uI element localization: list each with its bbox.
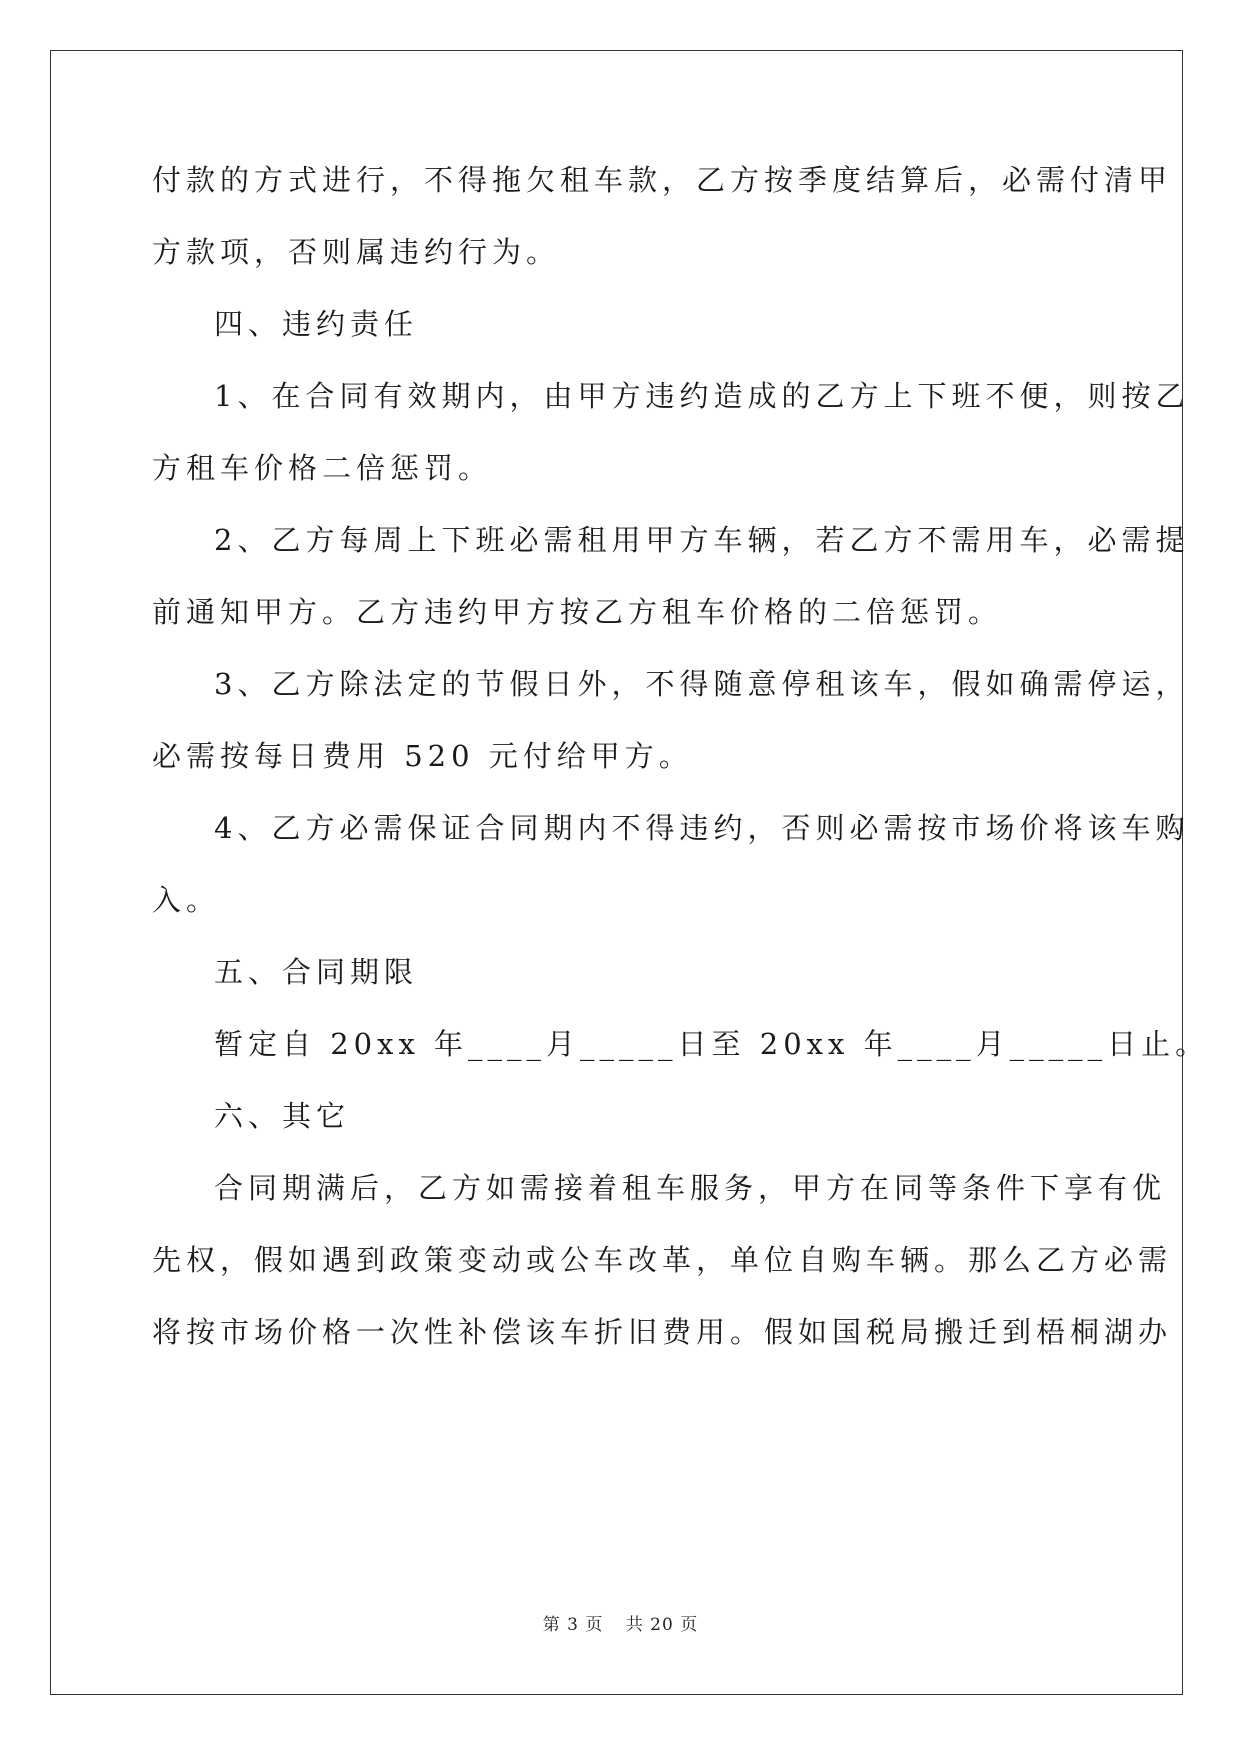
text-line: 暂定自 20xx 年____月_____日至 20xx 年____月_____日止。 bbox=[214, 1027, 1210, 1061]
text-line: 入。 bbox=[152, 883, 221, 917]
section-heading: 四、违约责任 bbox=[214, 307, 419, 341]
text-line: 2、乙方每周上下班必需租用甲方车辆，若乙方不需用车，必需提 bbox=[214, 523, 1190, 557]
text-line: 先权，假如遇到政策变动或公车改革，单位自购车辆。那么乙方必需 bbox=[152, 1243, 1173, 1277]
text-line: 3、乙方除法定的节假日外，不得随意停租该车，假如确需停运， bbox=[214, 667, 1190, 701]
text-line: 1、在合同有效期内，由甲方违约造成的乙方上下班不便，则按乙 bbox=[214, 379, 1190, 413]
page-footer bbox=[0, 1610, 1241, 1635]
section-heading: 五、合同期限 bbox=[214, 955, 419, 989]
page-number-total: 共 20 页 bbox=[625, 1615, 699, 1635]
text-line: 付款的方式进行，不得拖欠租车款，乙方按季度结算后，必需付清甲 bbox=[152, 163, 1173, 197]
text-line: 前通知甲方。乙方违约甲方按乙方租车价格的二倍惩罚。 bbox=[152, 595, 1003, 629]
text-line: 必需按每日费用 520 元付给甲方。 bbox=[152, 739, 693, 773]
text-line: 将按市场价格一次性补偿该车折旧费用。假如国税局搬迁到梧桐湖办 bbox=[152, 1315, 1173, 1349]
text-line: 方租车价格二倍惩罚。 bbox=[152, 451, 493, 485]
page-number-current: 第 3 页 bbox=[542, 1615, 604, 1635]
section-heading: 六、其它 bbox=[214, 1099, 351, 1133]
text-line: 方款项，否则属违约行为。 bbox=[152, 235, 561, 269]
text-line: 4、乙方必需保证合同期内不得违约，否则必需按市场价将该车购 bbox=[214, 811, 1190, 845]
text-line: 合同期满后，乙方如需接着租车服务，甲方在同等条件下享有优 bbox=[214, 1171, 1167, 1205]
page-border bbox=[50, 50, 1183, 1695]
